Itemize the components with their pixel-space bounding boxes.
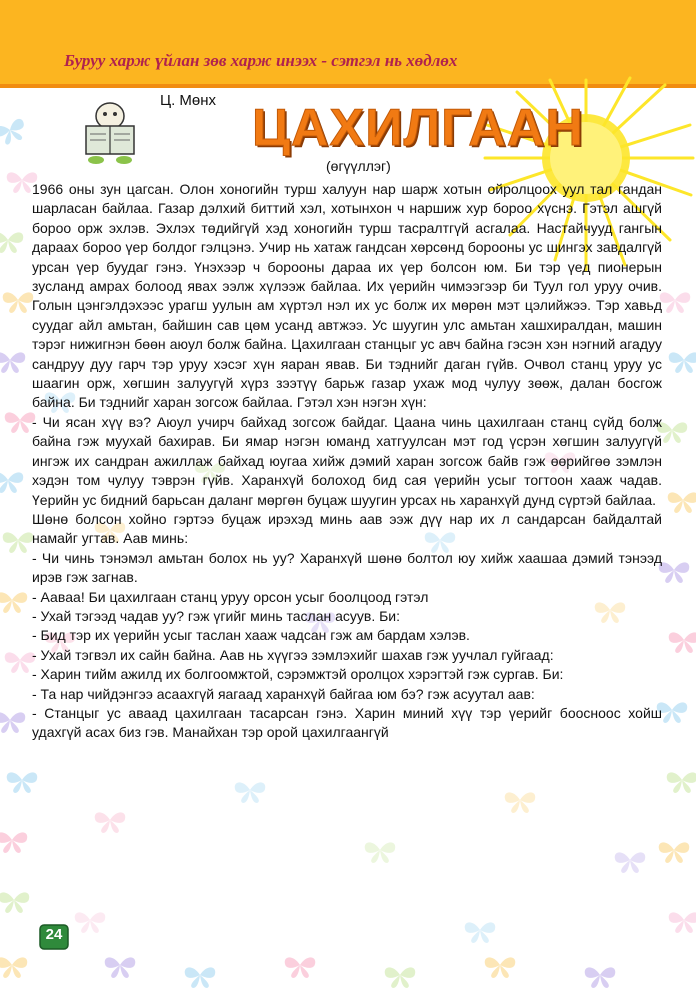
- header-motto: Буруу харж үйлан зөв харж инээх - сэтгэл нь хөдлөх: [64, 51, 458, 70]
- article-author: Ц. Мөнх: [160, 92, 217, 109]
- paragraph: - Чи чинь тэнэмэл амьтан болох нь уу? Харанхүй шөнө болтол юу хийж хаашаа дэмий тэнээд ирэв гэж загнав.: [32, 549, 662, 586]
- reading-mascot-icon: [74, 96, 146, 166]
- paragraph: 1966 оны зун цагсан. Олон хоногийн турш халуун нар шарж хотын ойролцоох уул тал гандан шарласан байлаа. Газар дэлхий биттий хэл, хотынхон ч наршиж хур бороо хүснэ. Гэтэл ашгүй бороо орж эхлэв. Эхлэх төдийгүй хэд хоногийн турш тасралтгүй асгалаа. Настайчууд гангын дараах бороо үер болдог гэлцэнэ. Учир нь хатаж гандсан хөрсөнд борооны ус шингэх завдалгүй урсан үер буудаг гэнэ. Үнэхээр ч борооны дараа их үер болсон юм. Би тэр үед пионерын зусланд амрах болоод явах ээлж хүлээж байлаа. Их үерийн чимээгээр би Туул гол уруу очив. Голын цэнгэлдэхээс урагш уулын ам хүртэл нэл их ус болж их мөрөн мэт цэлийжээ. Тэр хавьд суудаг айл амьтан, байшин сав цөм усанд автжээ. Ус шуугин улс амьтан хашхиралдан, машин тэрэг нижигнэн бөөн аюул болж байна. Цахилгаан станцыг ус авч байна гэсэн хэн нэгний агадуу сандруу дуу гарч тэр уруу хэсэг хүн яаран явав. Би тэднийг даган гүйв. Очвол станц уруу ус шаагин орж, хөгшин залуугүй хүрз зээтүү барьж газар ухаж мод чулуу зөөж, далан босгож байна. Би тэднийг харан зогсож байлаа. Гэтэл хэн нэгэн хүн:: [32, 181, 662, 411]
- paragraph: - Станцыг ус аваад цахилгаан тасарсан гэнэ. Харин миний хүү тэр үерийг боосноос хойш удахгүй асах биз гэв. Манайхан тэр орой цахилгаангүй: [32, 704, 662, 741]
- page-number: 24: [45, 926, 63, 943]
- paragraph: - Харин тийм ажилд их болгоомжтой, сэрэмжтэй оролцох хэрэгтэй гэж сургав. Би:: [32, 666, 564, 683]
- paragraph: - Бид тэр их үерийн усыг таслан хааж чадсан гэж ам бардам хэлэв.: [32, 627, 470, 644]
- paragraph: - Ухай тэгээд чадав уу? гэж үгийг минь таслан асуув. Би:: [32, 607, 401, 624]
- paragraph: - Ухай тэгвэл их сайн байна. Аав нь хүүгээ зэмлэхийг шахав гэж уучлал гуйгаад:: [32, 646, 554, 663]
- paragraph: - Чи ясан хүү вэ? Аюул учирч байхад зогсож байдаг. Цаана чинь цахилгаан станц сүйд болж байна гэж муухай бахирав. Би ямар нэгэн юманд хатгуулсан мэт год үсрэн хөгшин залуугүй ингэж их сандран ажиллаж байхад юугаа хийж дэмий харан зогсож байв гэж өөрийгөө зэмлэн хэдэн том чулуу тэврэн гүйв. Харанхүй болоход бид сая үерийн усыг тогтоон хааж чадав. Үерийн ус бидний барьсан даланг мөргөн буцаж шуугин урсах нь харанхүй дунд сүртэй байлаа.: [32, 413, 662, 508]
- article-title: ЦАХИЛГААН: [252, 99, 584, 157]
- paragraph: - Аавaa! Би цахилгаан станц уруу орсон усыг боолцоод гэтэл: [32, 588, 429, 605]
- article-body: [32, 180, 662, 743]
- paragraph: Шөнө болсон хойно гэртээ буцаж ирэхэд минь аав ээж дүү нар их л сандарсан байдалтай намайг угтав. Аав минь:: [32, 510, 662, 547]
- paragraph: - Та нар чийдэнгээ асаахгүй яагаад харанхүй байгаа юм бэ? гэж асуутал аав:: [32, 685, 535, 702]
- article-genre: (өгүүллэг): [326, 158, 391, 174]
